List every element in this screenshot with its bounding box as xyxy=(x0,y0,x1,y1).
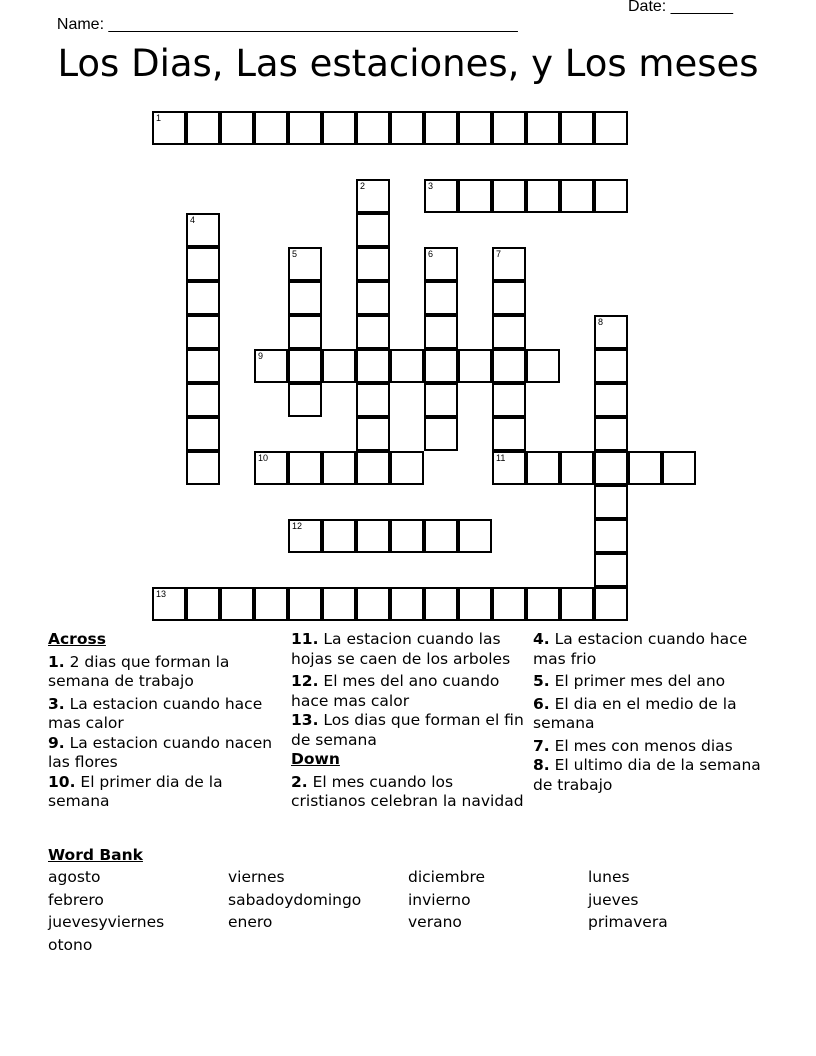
clue-number: 4 xyxy=(190,215,196,225)
grid-cell[interactable] xyxy=(288,281,322,315)
grid-cell[interactable] xyxy=(288,383,322,417)
grid-cell[interactable] xyxy=(254,451,288,485)
grid-cell[interactable] xyxy=(186,349,220,383)
grid-cell[interactable] xyxy=(356,111,390,145)
grid-cell[interactable] xyxy=(594,315,628,349)
grid-cell[interactable] xyxy=(390,519,424,553)
grid-cell[interactable] xyxy=(526,179,560,213)
grid-cell[interactable] xyxy=(220,111,254,145)
grid-cell[interactable] xyxy=(424,587,458,621)
clues-column-3 xyxy=(533,630,773,795)
date-label[interactable]: Date: _______ xyxy=(628,0,733,15)
grid-cell[interactable] xyxy=(186,587,220,621)
word-bank-item: invierno xyxy=(408,890,471,909)
grid-cell[interactable] xyxy=(254,349,288,383)
grid-cell[interactable] xyxy=(492,315,526,349)
grid-cell[interactable] xyxy=(152,587,186,621)
grid-cell[interactable] xyxy=(594,349,628,383)
grid-cell[interactable] xyxy=(288,519,322,553)
grid-cell[interactable] xyxy=(186,247,220,281)
clues-column-1 xyxy=(48,630,288,812)
grid-cell[interactable] xyxy=(492,383,526,417)
clue-number: 10 xyxy=(258,453,269,463)
grid-cell[interactable] xyxy=(390,587,424,621)
grid-cell[interactable] xyxy=(424,281,458,315)
grid-cell[interactable] xyxy=(186,417,220,451)
word-bank-item: otono xyxy=(48,935,93,954)
grid-cell[interactable] xyxy=(356,247,390,281)
grid-cell[interactable] xyxy=(356,451,390,485)
grid-cell[interactable] xyxy=(424,349,458,383)
grid-cell[interactable] xyxy=(356,315,390,349)
down-heading: Down xyxy=(291,750,340,768)
clue-down-4: 4. La estacion cuando hace mas frio xyxy=(533,630,748,668)
grid-cell[interactable] xyxy=(458,519,492,553)
clue-number: 6 xyxy=(428,249,434,259)
grid-cell[interactable] xyxy=(186,213,220,247)
across-heading: Across xyxy=(48,630,106,648)
clue-down-6: 6. El dia en el medio de la semana xyxy=(533,694,737,732)
grid-cell[interactable] xyxy=(288,349,322,383)
grid-cell[interactable] xyxy=(560,179,594,213)
clue-across-13: 13. Los dias que forman el fin de semana xyxy=(291,711,524,749)
clue-across-11: 11. La estacion cuando las hojas se caen de los arboles xyxy=(291,630,511,668)
word-bank-item: viernes xyxy=(228,868,285,886)
grid-cell[interactable] xyxy=(492,281,526,315)
grid-cell[interactable] xyxy=(594,519,628,553)
grid-cell[interactable] xyxy=(492,179,526,213)
grid-cell[interactable] xyxy=(458,349,492,383)
clue-down-5: 5. El primer mes del ano xyxy=(533,672,726,690)
word-bank-item: jueves xyxy=(588,890,639,909)
grid-cell[interactable] xyxy=(186,281,220,315)
grid-cell[interactable] xyxy=(594,451,628,485)
grid-cell[interactable] xyxy=(424,111,458,145)
grid-cell[interactable] xyxy=(288,111,322,145)
grid-cell[interactable] xyxy=(424,519,458,553)
clues-column-2 xyxy=(291,630,531,812)
clue-number: 3 xyxy=(428,181,434,191)
grid-cell[interactable] xyxy=(458,179,492,213)
grid-cell[interactable] xyxy=(390,349,424,383)
grid-cell[interactable] xyxy=(254,111,288,145)
clue-down-7: 7. El mes con menos dias xyxy=(533,736,733,755)
clue-across-3: 3. La estacion cuando hace mas calor xyxy=(48,694,263,732)
grid-cell[interactable] xyxy=(458,111,492,145)
grid-cell[interactable] xyxy=(458,587,492,621)
word-bank-item: enero xyxy=(228,913,273,931)
clue-down-2: 2. El mes cuando los cristianos celebran la navidad xyxy=(291,772,524,810)
grid-cell[interactable] xyxy=(390,111,424,145)
grid-cell[interactable] xyxy=(288,315,322,349)
grid-cell[interactable] xyxy=(492,111,526,145)
clue-number: 5 xyxy=(292,249,298,259)
grid-cell[interactable] xyxy=(186,383,220,417)
grid-cell[interactable] xyxy=(424,383,458,417)
word-bank-item: febrero xyxy=(48,890,104,909)
grid-cell[interactable] xyxy=(356,417,390,451)
word-bank-item: primavera xyxy=(588,913,668,931)
grid-cell[interactable] xyxy=(594,111,628,145)
grid-cell[interactable] xyxy=(560,451,594,485)
grid-cell[interactable] xyxy=(186,111,220,145)
clue-number: 12 xyxy=(292,521,303,531)
grid-cell[interactable] xyxy=(662,451,696,485)
grid-cell[interactable] xyxy=(152,111,186,145)
word-bank-title: Word Bank xyxy=(48,846,143,864)
grid-cell[interactable] xyxy=(594,383,628,417)
clue-across-10: 10. El primer dia de la semana xyxy=(48,772,223,810)
grid-cell[interactable] xyxy=(322,451,356,485)
grid-cell[interactable] xyxy=(322,587,356,621)
clue-number: 2 xyxy=(360,181,366,191)
clue-number: 7 xyxy=(496,249,502,259)
clue-down-8: 8. El ultimo dia de la semana de trabajo xyxy=(533,756,761,794)
clue-across-12: 12. El mes del ano cuando hace mas calor xyxy=(291,672,500,710)
grid-cell[interactable] xyxy=(356,281,390,315)
grid-cell[interactable] xyxy=(322,349,356,383)
grid-cell[interactable] xyxy=(288,587,322,621)
grid-cell[interactable] xyxy=(526,349,560,383)
clue-number: 11 xyxy=(496,453,506,463)
clue-number: 8 xyxy=(598,317,604,327)
word-bank-item: diciembre xyxy=(408,868,486,886)
grid-cell[interactable] xyxy=(424,315,458,349)
grid-cell[interactable] xyxy=(560,587,594,621)
name-label[interactable]: Name: ______________________________________________ xyxy=(56,16,518,33)
grid-cell[interactable] xyxy=(356,213,390,247)
grid-cell[interactable] xyxy=(560,111,594,145)
grid-cell[interactable] xyxy=(492,247,526,281)
grid-cell[interactable] xyxy=(254,587,288,621)
grid-cell[interactable] xyxy=(356,587,390,621)
grid-cell[interactable] xyxy=(220,587,254,621)
grid-cell[interactable] xyxy=(492,587,526,621)
page-title: Los Dias, Las estaciones, y Los meses xyxy=(57,42,759,85)
grid-cell[interactable] xyxy=(594,587,628,621)
clue-number: 1 xyxy=(156,113,162,123)
grid-cell[interactable] xyxy=(390,451,424,485)
grid-cell[interactable] xyxy=(322,519,356,553)
clue-number: 13 xyxy=(156,589,167,599)
grid-cell[interactable] xyxy=(492,349,526,383)
grid-cell[interactable] xyxy=(186,315,220,349)
grid-cell[interactable] xyxy=(356,349,390,383)
clue-across-9: 9. La estacion cuando nacen las flores xyxy=(48,733,273,771)
grid-cell[interactable] xyxy=(594,485,628,519)
clue-number: 9 xyxy=(258,351,264,361)
grid-cell[interactable] xyxy=(526,587,560,621)
word-bank-item: lunes xyxy=(588,868,630,886)
grid-cell[interactable] xyxy=(424,179,458,213)
grid-cell[interactable] xyxy=(288,451,322,485)
word-bank-item: verano xyxy=(408,913,462,931)
word-bank-item: sabadoydomingo xyxy=(228,890,362,909)
grid-cell[interactable] xyxy=(186,451,220,485)
grid-cell[interactable] xyxy=(594,553,628,587)
grid-cell[interactable] xyxy=(526,451,560,485)
grid-cell[interactable] xyxy=(356,519,390,553)
grid-cell[interactable] xyxy=(628,451,662,485)
grid-cell[interactable] xyxy=(322,111,356,145)
word-bank-item: juevesyviernes xyxy=(48,913,165,931)
grid-cell[interactable] xyxy=(424,247,458,281)
grid-cell[interactable] xyxy=(288,247,322,281)
grid-cell[interactable] xyxy=(594,179,628,213)
grid-cell[interactable] xyxy=(492,417,526,451)
grid-cell[interactable] xyxy=(526,111,560,145)
grid-cell[interactable] xyxy=(594,417,628,451)
grid-cell[interactable] xyxy=(356,179,390,213)
grid-cell[interactable] xyxy=(424,417,458,451)
word-bank-item: agosto xyxy=(48,868,101,886)
clue-across-1: 1. 2 dias que forman la semana de trabajo xyxy=(48,652,230,690)
grid-cell[interactable] xyxy=(356,383,390,417)
grid-cell[interactable] xyxy=(492,451,526,485)
